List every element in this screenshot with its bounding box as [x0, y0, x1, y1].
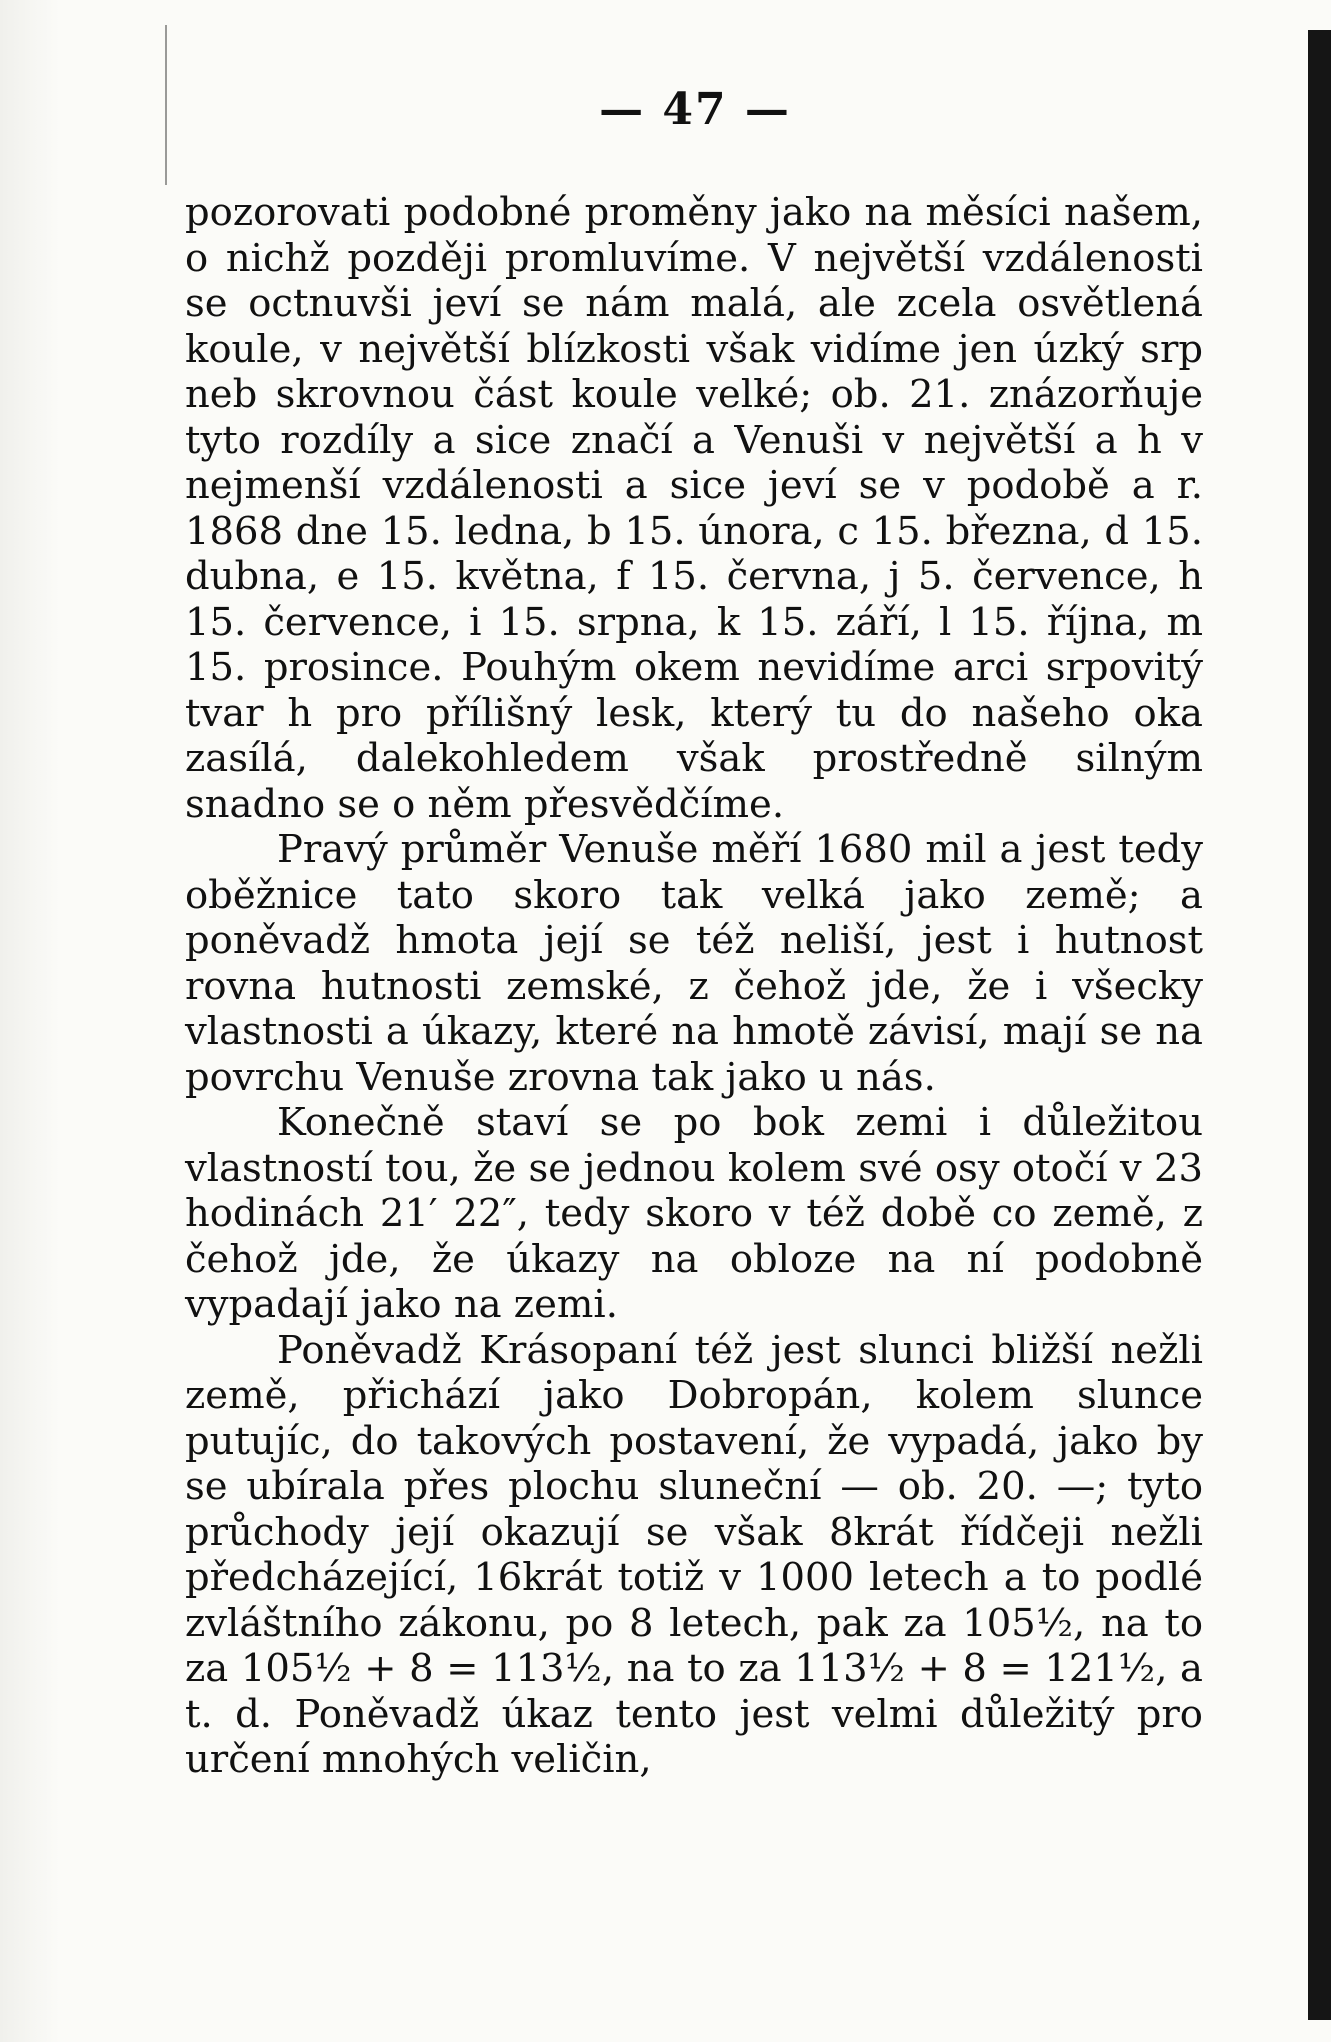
page-body — [185, 190, 1203, 1783]
paragraph-venus-diameter: Pravý průměr Venuše měří 1680 mil a jest tedy oběžnice tato skoro tak velká jako země; a poněvadž hmota její se též neliší, jest i hutnost rovna hutnosti zemské, z čehož jde, že i všecky vlastnosti a úkazy, které na hmotě závisí, mají se na povrchu Venuše zrovna tak jako u nás. — [185, 827, 1203, 1100]
paragraph-venus-phases: pozorovati podobné proměny jako na měsíci našem, o nichž později promluvíme. V největší vzdálenosti se octnuvši jeví se nám malá, ale zcela osvětlená koule, v největší blízkosti však vidíme jen úzký srp neb skrovnou část koule velké; ob. 21. znázorňuje tyto rozdíly a sice značí a Venuši v největší a h v nejmenší vzdálenosti a sice jeví se v podobě a r. 1868 dne 15. ledna, b 15. února, c 15. března, d 15. dubna, e 15. května, f 15. června, j 5. července, h 15. července, i 15. srpna, k 15. září, l 15. října, m 15. prosince. Pouhým okem nevidíme arci srpovitý tvar h pro přílišný lesk, který tu do našeho oka zasílá, dalekohledem však prostředně silným snadno se o něm přesvědčíme. — [185, 190, 1203, 827]
page-gutter-shadow — [0, 0, 60, 2042]
paragraph-venus-rotation: Konečně staví se po bok zemi i důležitou vlastností tou, že se jednou kolem své osy otočí v 23 hodinách 21′ 22″, tedy skoro v též době co země, z čehož jde, že úkazy na obloze na ní podobně vypadají jako na zemi. — [185, 1100, 1203, 1327]
margin-mark — [165, 25, 167, 185]
page-number-header: — 47 — — [599, 84, 791, 135]
paragraph-venus-transits: Poněvadž Krásopaní též jest slunci bližší nežli země, přichází jako Dobropán, kolem slunce putujíc, do takových postavení, že vypadá, jako by se ubírala přes plochu sluneční — ob. 20. —; tyto průchody její okazují se však 8krát řídčeji nežli předcházející, 16krát totiž v 1000 letech a to podlé zvláštního zákonu, po 8 letech, pak za 105½, na to za 105½ + 8 = 113½, na to za 113½ + 8 = 121½, a t. d. Poněvadž úkaz tento jest velmi důležitý pro určení mnohých veličin, — [185, 1327, 1203, 1782]
page-edge-shadow — [1308, 30, 1331, 2020]
